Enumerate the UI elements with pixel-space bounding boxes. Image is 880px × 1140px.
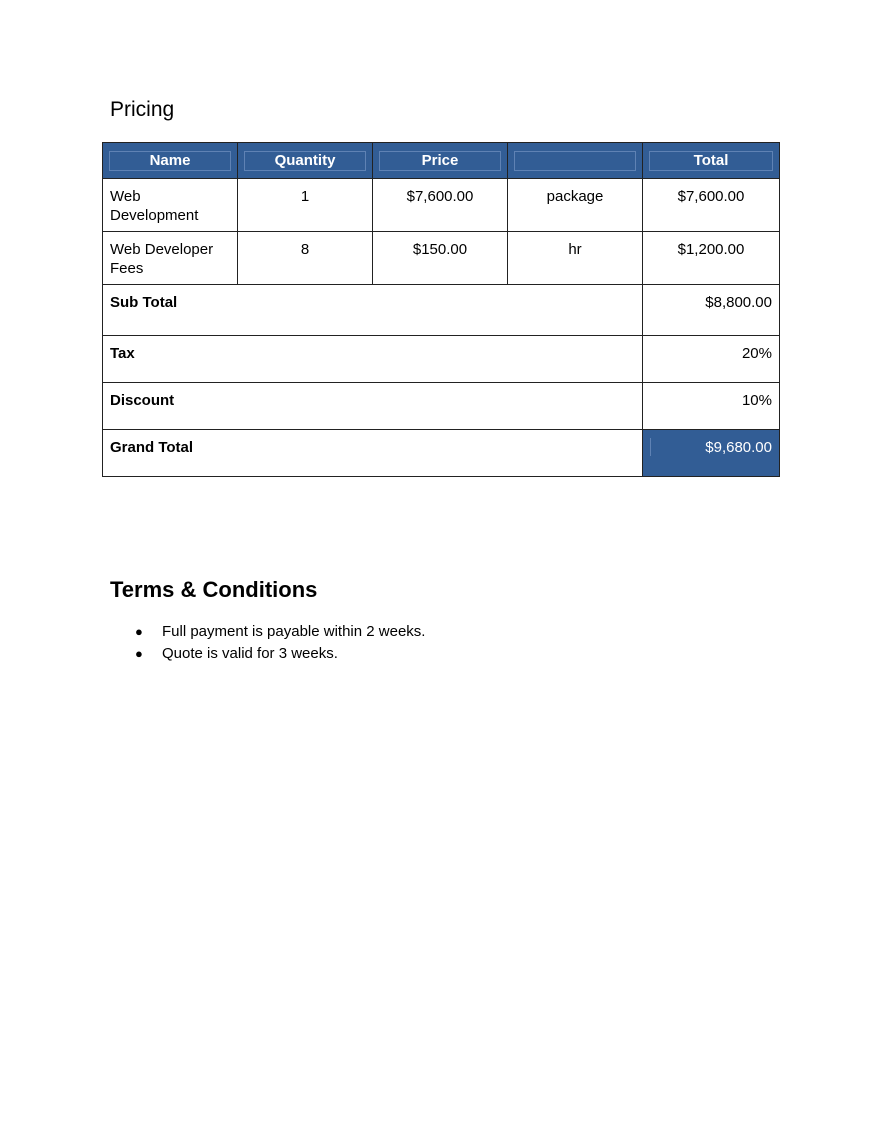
discount-label-cell: Discount (103, 383, 643, 430)
header-name: Name (103, 143, 238, 179)
item-unit-cell: hr (508, 232, 643, 285)
list-item (135, 643, 425, 665)
item-price-cell: $150.00 (373, 232, 508, 285)
item-total-cell: $7,600.00 (643, 179, 780, 232)
terms-list (135, 621, 426, 665)
terms-title: Terms & Conditions (110, 577, 318, 602)
subtotal-row (103, 285, 780, 336)
grand-total-label-cell: Grand Total (103, 430, 643, 477)
bullet-icon: ● (135, 624, 143, 639)
item-quantity-cell: 8 (238, 232, 373, 285)
header-price: Price (373, 143, 508, 179)
item-name-cell: Web Development (103, 179, 238, 232)
terms-item-text: Quote is valid for 3 weeks. (162, 645, 338, 662)
item-price-cell: $7,600.00 (373, 179, 508, 232)
pricing-table (102, 142, 780, 477)
item-name-cell: Web Developer Fees (103, 232, 238, 285)
table-row (103, 179, 780, 232)
header-quantity: Quantity (238, 143, 373, 179)
item-total-cell: $1,200.00 (643, 232, 780, 285)
discount-row (103, 383, 780, 430)
grand-total-row (103, 430, 780, 477)
item-quantity-cell: 1 (238, 179, 373, 232)
header-total: Total (643, 143, 780, 179)
subtotal-value-cell: $8,800.00 (643, 285, 780, 336)
table-row (103, 232, 780, 285)
discount-value-cell: 10% (643, 383, 780, 430)
subtotal-label-cell: Sub Total (103, 285, 643, 336)
pricing-title: Pricing (110, 98, 175, 121)
terms-item-text: Full payment is payable within 2 weeks. (162, 623, 426, 640)
bullet-icon: ● (135, 646, 143, 661)
header-unit (508, 143, 643, 179)
tax-label-cell: Tax (103, 336, 643, 383)
tax-value-cell: 20% (643, 336, 780, 383)
table-header-row (103, 143, 780, 179)
tax-row (103, 336, 780, 383)
list-item (135, 621, 426, 643)
grand-total-value-cell: $9,680.00 (643, 430, 780, 477)
item-unit-cell: package (508, 179, 643, 232)
